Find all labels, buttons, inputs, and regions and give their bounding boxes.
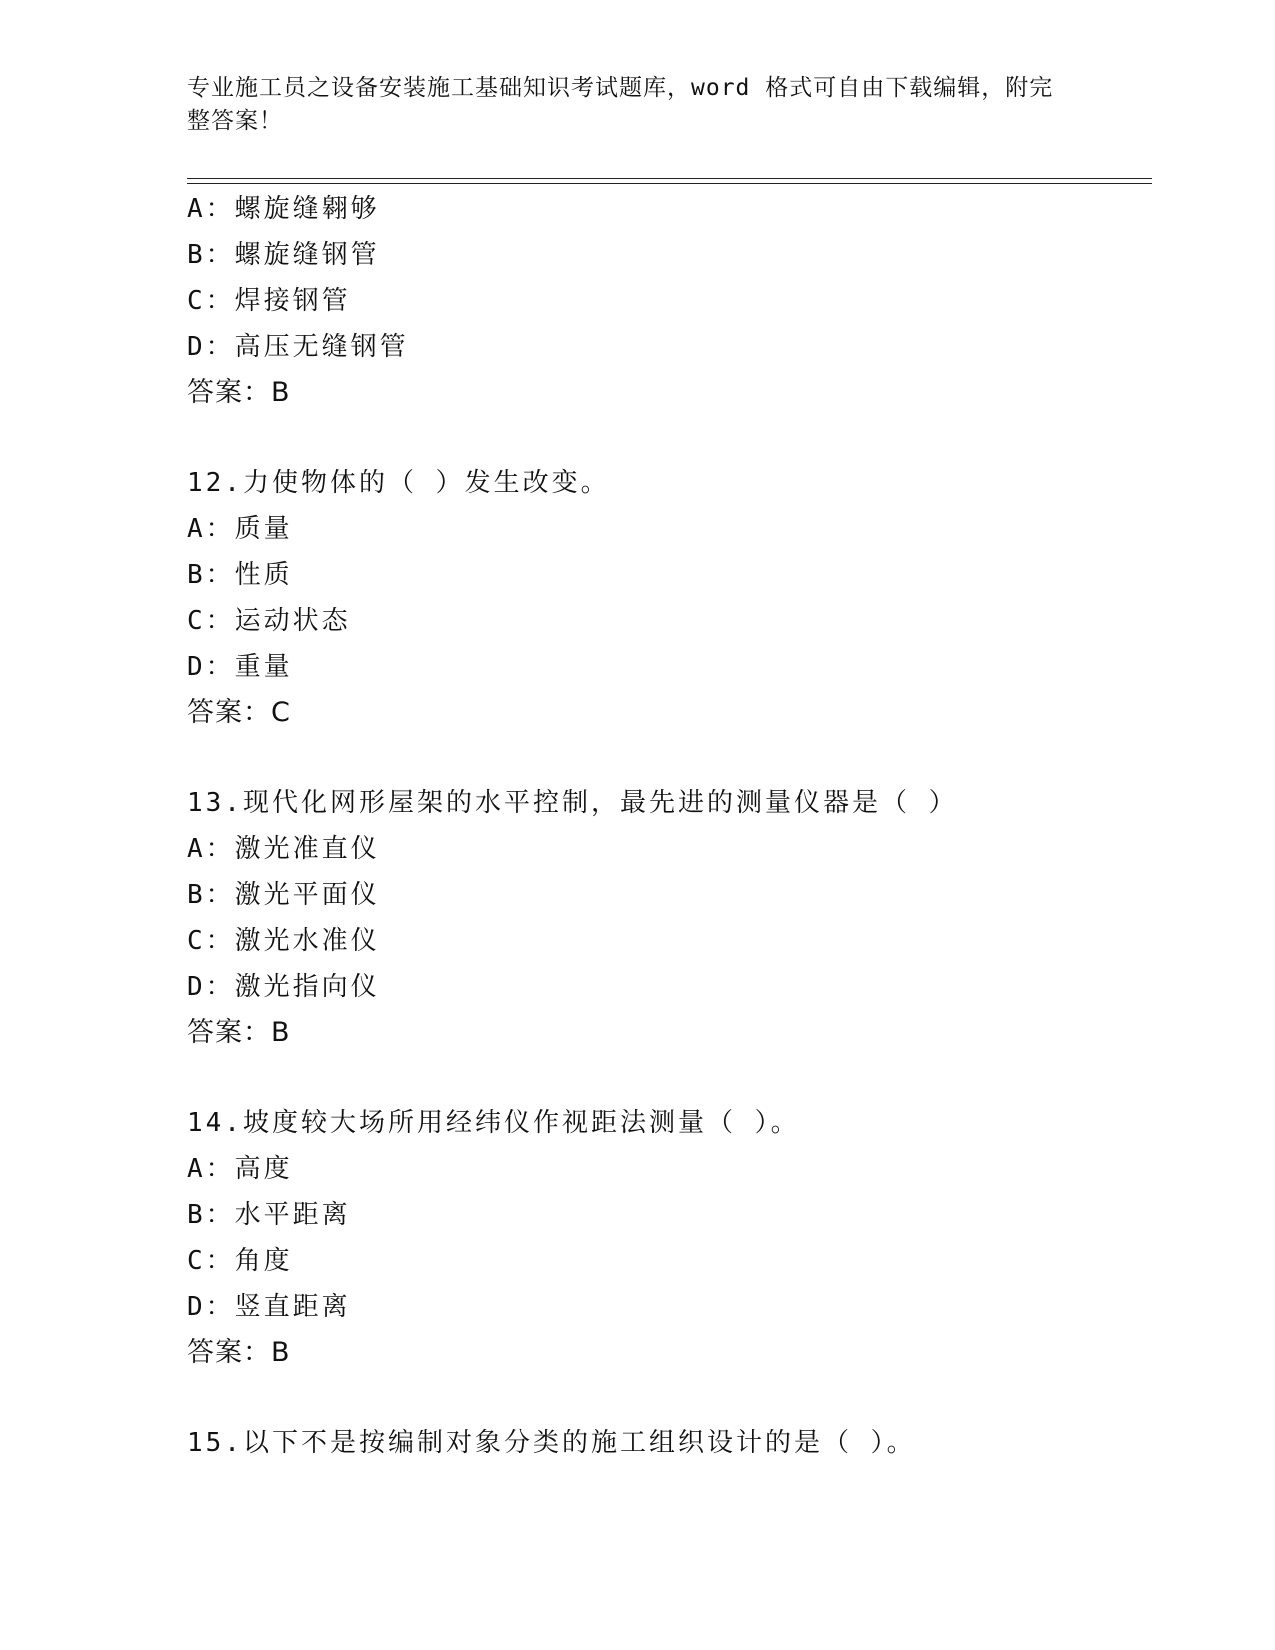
header-divider-top bbox=[187, 178, 1152, 179]
option-c: C：激光水准仪 bbox=[187, 926, 380, 956]
option-b: B：水平距离 bbox=[187, 1200, 351, 1230]
option-a: A：螺旋缝翱够 bbox=[187, 194, 380, 224]
header-line-2: 整答案！ bbox=[187, 108, 283, 134]
question-text: 14.坡度较大场所用经纬仪作视距法测量（ ）。 bbox=[187, 1108, 800, 1138]
answer: 答案：B bbox=[187, 377, 291, 408]
document-header bbox=[187, 72, 1067, 138]
option-a: A：高度 bbox=[187, 1154, 293, 1184]
option-a: A：激光准直仪 bbox=[187, 834, 380, 864]
question-text: 12.力使物体的（ ）发生改变。 bbox=[187, 468, 610, 498]
question-text: 13.现代化网形屋架的水平控制，最先进的测量仪器是（ ） bbox=[187, 788, 958, 818]
option-d: D：激光指向仪 bbox=[187, 972, 380, 1002]
option-d: D：重量 bbox=[187, 652, 293, 682]
answer: 答案：C bbox=[187, 697, 291, 728]
question-text: 15.以下不是按编制对象分类的施工组织设计的是（ ）。 bbox=[187, 1428, 916, 1458]
header-divider-bottom bbox=[187, 183, 1152, 184]
option-d: D：高压无缝钢管 bbox=[187, 332, 409, 362]
answer: 答案：B bbox=[187, 1337, 291, 1368]
option-a: A：质量 bbox=[187, 514, 293, 544]
option-c: C：运动状态 bbox=[187, 606, 351, 636]
question-15 bbox=[187, 1420, 1147, 1466]
question-14 bbox=[187, 1100, 1147, 1376]
question-12 bbox=[187, 460, 1147, 736]
answer: 答案：B bbox=[187, 1017, 291, 1048]
question-11 bbox=[187, 186, 1147, 416]
option-b: B：激光平面仪 bbox=[187, 880, 380, 910]
option-c: C：焊接钢管 bbox=[187, 286, 351, 316]
option-d: D：竖直距离 bbox=[187, 1292, 351, 1322]
header-line-1: 专业施工员之设备安装施工基础知识考试题库，word 格式可自由下载编辑，附完 bbox=[187, 75, 1054, 101]
option-c: C：角度 bbox=[187, 1246, 293, 1276]
option-b: B：性质 bbox=[187, 560, 293, 590]
option-b: B：螺旋缝钢管 bbox=[187, 240, 380, 270]
question-13 bbox=[187, 780, 1147, 1056]
question-list bbox=[187, 186, 1147, 1466]
